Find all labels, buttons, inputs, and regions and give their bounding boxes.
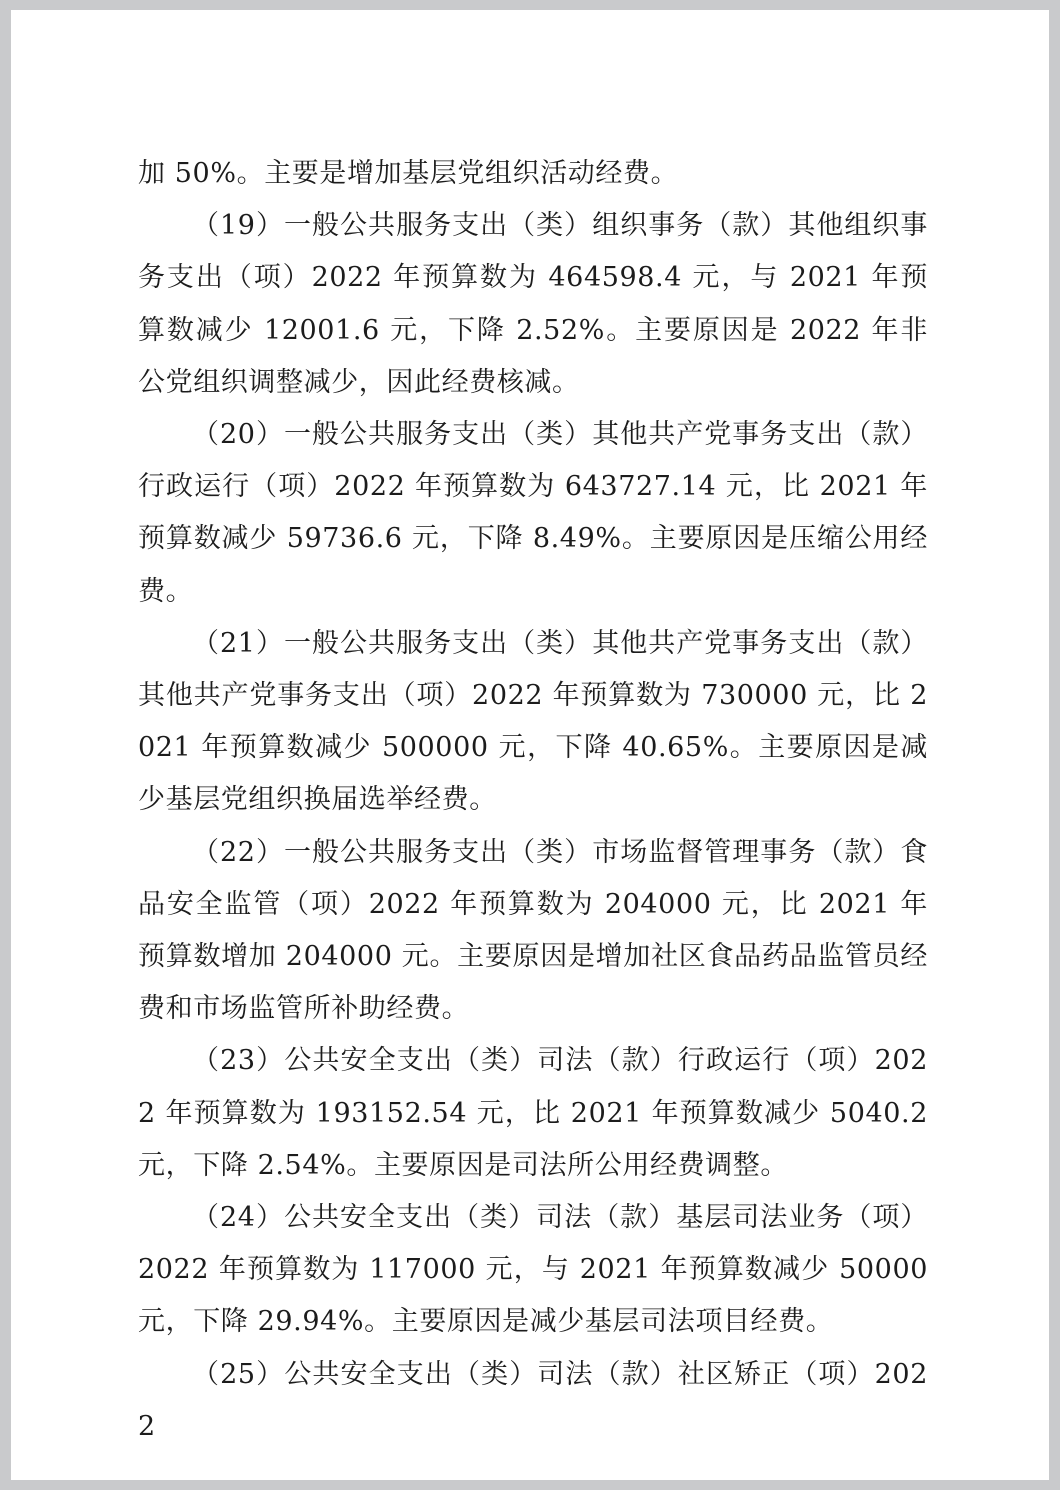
paragraph-item-21: （21）一般公共服务支出（类）其他共产党事务支出（款）其他共产党事务支出（项）2022 年预算数为 730000 元，比 2021 年预算数减少 500000 元，下降 40.65%。主要原因是减少基层党组织换届选举经费。 — [138, 627, 928, 816]
paragraph-item-20: （20）一般公共服务支出（类）其他共产党事务支出（款）行政运行（项）2022 年预算数为 643727.14 元，比 2021 年预算数减少 59736.6 元，下降 8.49%。主要原因是压缩公用经费。 — [138, 419, 928, 607]
paragraph-item-25: （25）公共安全支出（类）司法（款）社区矫正（项）2022 — [138, 1358, 928, 1442]
paragraph-item-19: （19）一般公共服务支出（类）组织事务（款）其他组织事务支出（项）2022 年预算数为 464598.4 元，与 2021 年预算数减少 12001.6 元，下降 2.52%。主要原因是 2022 年非公党组织调整减少，因此经费核减。 — [138, 210, 928, 398]
paragraph-item-22: （22）一般公共服务支出（类）市场监督管理事务（款）食品安全监管（项）2022 年预算数为 204000 元，比 2021 年预算数增加 204000 元。主要原因是增加社区食品药品监管员经费和市场监管所补助经费。 — [138, 836, 928, 1025]
paragraph-item-23: （23）公共安全支出（类）司法（款）行政运行（项）2022 年预算数为 193152.54 元，比 2021 年预算数减少 5040.2 元，下降 2.54%。主要原因是司法所公用经费调整。 — [138, 1045, 928, 1181]
paragraph-continuation: 加 50%。主要是增加基层党组织活动经费。 — [138, 158, 679, 189]
document-page — [11, 10, 1049, 1480]
paragraph-item-24: （24）公共安全支出（类）司法（款）基层司法业务（项）2022 年预算数为 117000 元，与 2021 年预算数减少 50000 元，下降 29.94%。主要原因是减少基层司法项目经费。 — [138, 1202, 928, 1338]
document-body — [138, 148, 928, 1453]
